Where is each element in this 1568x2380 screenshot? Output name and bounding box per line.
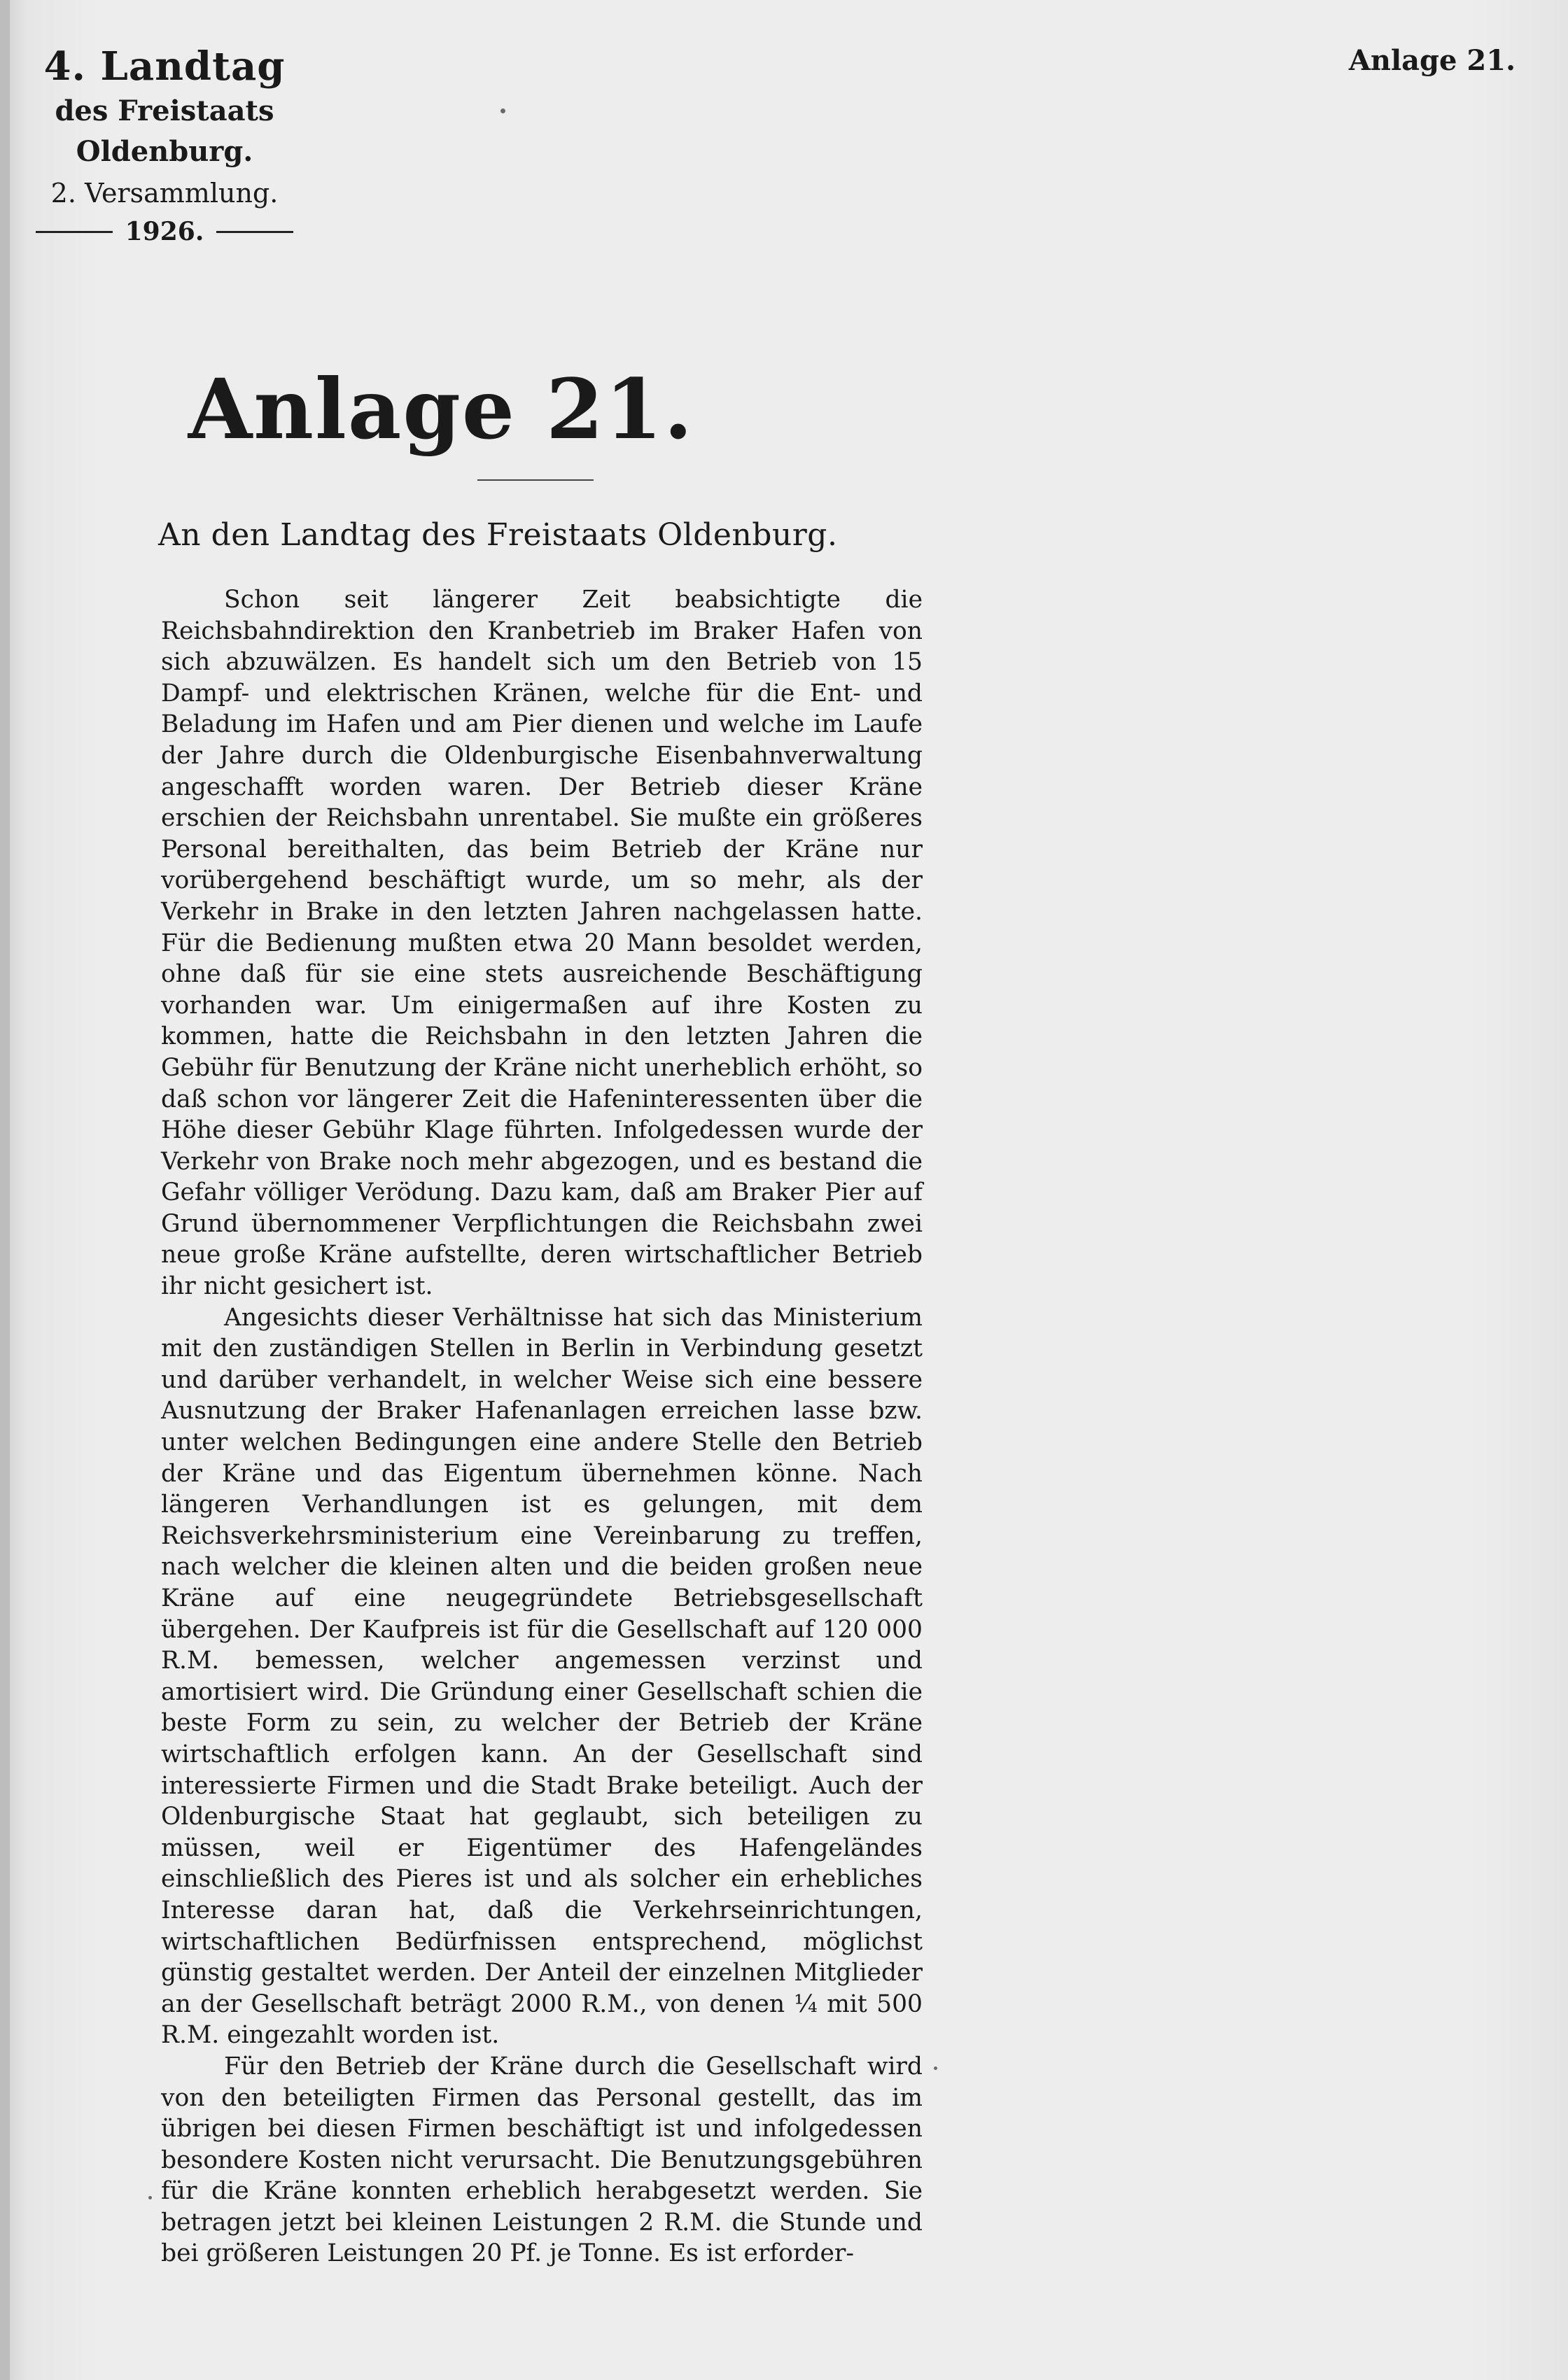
address-line: An den Landtag des Freistaats Oldenburg.	[158, 517, 838, 553]
paragraph: Schon seit längerer Zeit beabsichtigte die Reichsbahndirektion den Kranbetrieb im Braker Hafen von sich abzuwälzen. Es handelt sich um den Betrieb von 15 Dampf- und elektrischen Kränen, welche für die Ent- und Beladung im Hafen und am Pier dienen und welche im Laufe der Jahre durch die Oldenburgische Eisenbahnverwaltung angeschafft worden waren. Der Betrieb dieser Kräne erschien der Reichsbahn unrentabel. Sie mußte ein größeres Personal bereithalten, das beim Betrieb der Kräne nur vorübergehend beschäftigt wurde, um so mehr, als der Verkehr in Brake in den letzten Jahren nachgelassen hatte. Für die Bedienung mußten etwa 20 Mann besoldet werden, ohne daß für sie eine stets ausreichende Beschäftigung vorhanden war. Um einigermaßen auf ihre Kosten zu kommen, hatte die Reichsbahn in den letzten Jahren die Gebühr für Benutzung der Kräne nicht unerheblich erhöht, so daß schon vor längerer Zeit die Hafeninteressenten über die Höhe dieser Gebühr Klage führten. Infolgedessen wurde der Verkehr von Brake noch mehr abgezogen, und es bestand die Gefahr völliger Verödung. Dazu kam, daß am Braker Pier auf Grund übernommener Verpflichtungen die Reichsbahn zwei neue große Kräne aufstellte, deren wirtschaftlicher Betrieb ihr nicht gesichert ist.	[161, 586, 923, 1301]
masthead	[14, 42, 315, 249]
paragraph: Für den Betrieb der Kräne durch die Gesellschaft wird von den beteiligten Firmen das Personal gestellt, das im übrigen bei diesen Firmen beschäftigt ist und infolgedessen besondere Kosten nicht verursacht. Die Benutzungsgebühren für die Kräne konnten erheblich herabgesetzt werden. Sie betragen jetzt bei kleinen Leistungen 2 R.M. die Stunde und bei größeren Leistungen 20 Pf. je Tonne. Es ist erforder-	[161, 2052, 923, 2268]
year-line	[14, 214, 315, 249]
state-heading: des Freistaats Oldenburg.	[55, 94, 274, 168]
paper-speck	[500, 108, 505, 113]
year-rule-right	[216, 231, 293, 233]
body-text	[161, 584, 923, 2269]
year-rule-left	[36, 231, 113, 233]
landtag-heading: 4. Landtag	[43, 43, 286, 90]
page-binding-edge	[0, 0, 10, 2380]
paper-speck	[148, 2196, 152, 2199]
paragraph: Angesichts dieser Verhältnisse hat sich das Ministerium mit den zuständigen Stellen in Berlin in Verbindung gesetzt und darüber verhandelt, in welcher Weise sich eine bessere Ausnutzung der Braker Hafenanlagen erreichen lasse bzw. unter welchen Bedingungen eine andere Stelle den Betrieb der Kräne und das Eigentum übernehmen könne. Nach längeren Verhandlungen ist es gelungen, mit dem Reichsverkehrsministerium eine Vereinbarung zu treffen, nach welcher die kleinen alten und die beiden großen neue Kräne auf eine neugegründete Betriebsgesellschaft übergehen. Der Kaufpreis ist für die Gesellschaft auf 120 000 R.M. bemessen, welcher angemessen verzinst und amortisiert wird. Die Gründung einer Gesellschaft schien die beste Form zu sein, zu welcher der Betrieb der Kräne wirtschaftlich erfolgen kann. An der Gesellschaft sind interessierte Firmen und die Stadt Brake beteiligt. Auch der Oldenburgische Staat hat geglaubt, sich beteiligen zu müssen, weil er Eigentümer des Hafengeländes einschließlich des Pieres ist und als solcher ein erhebliches Interesse daran hat, daß die Verkehrseinrichtungen, wirtschaftlichen Bedürfnissen entsprechend, möglichst günstig gestaltet werden. Der Anteil der einzelnen Mitglieder an der Gesellschaft beträgt 2000 R.M., von denen ¼ mit 500 R.M. eingezahlt worden ist.	[161, 1303, 923, 2050]
corner-annex-label: Anlage 21.	[1348, 44, 1516, 77]
year-text: 1926.	[125, 217, 204, 246]
paper-speck	[934, 2066, 937, 2070]
title-divider	[477, 479, 594, 481]
page-title: Anlage 21.	[188, 360, 694, 458]
assembly-heading: 2. Versammlung.	[50, 178, 279, 209]
